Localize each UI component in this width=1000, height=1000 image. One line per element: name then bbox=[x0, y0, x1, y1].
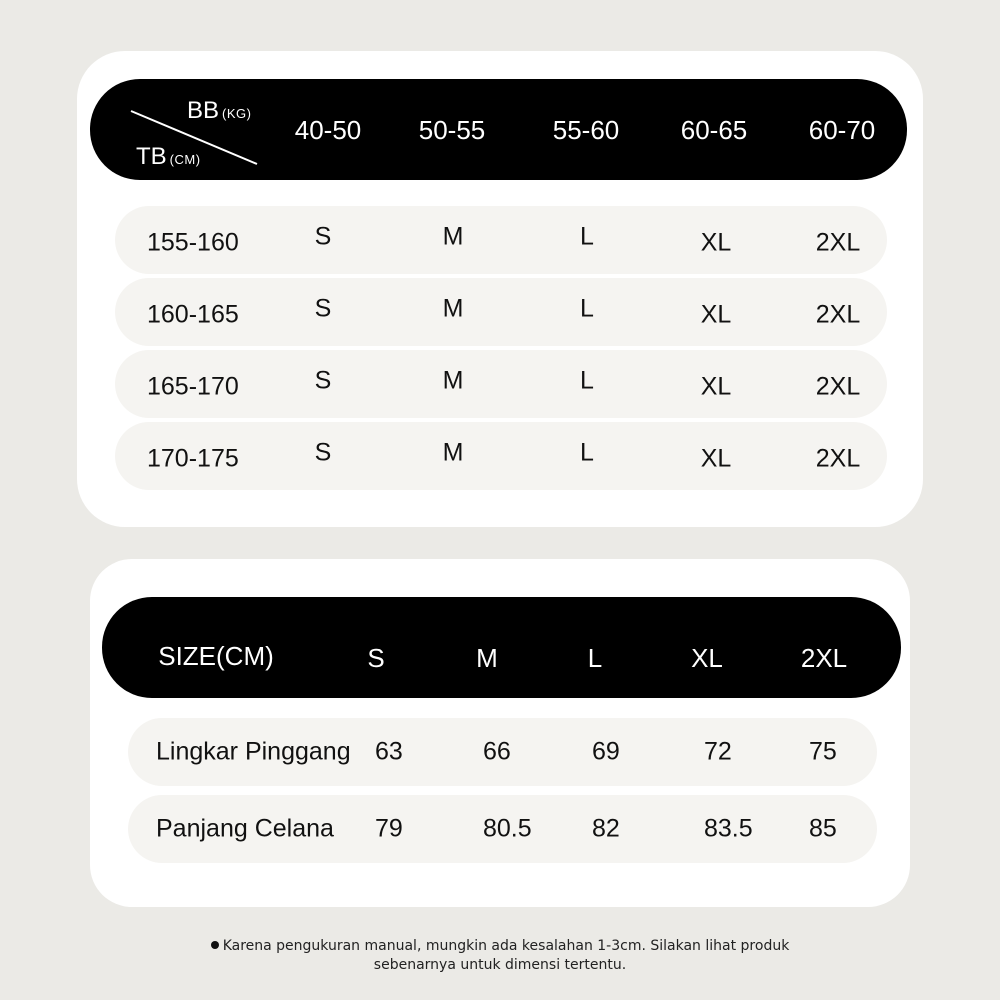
size-cell: XL bbox=[700, 300, 732, 329]
size-cell: L bbox=[580, 294, 594, 323]
size-cell: L bbox=[580, 366, 594, 395]
size-cell: L bbox=[580, 438, 594, 467]
size-cell: L bbox=[580, 222, 594, 251]
size-cell: 2XL bbox=[815, 372, 861, 401]
table-row bbox=[115, 422, 887, 490]
size-cell: 2XL bbox=[815, 300, 861, 329]
measurements-header bbox=[102, 597, 901, 698]
size-cell: M bbox=[442, 222, 464, 251]
measurement-value: 83.5 bbox=[704, 814, 753, 843]
measurement-value: 82 bbox=[592, 814, 620, 843]
size-cell: S bbox=[314, 222, 332, 251]
table-row bbox=[115, 278, 887, 346]
measurements-card bbox=[90, 559, 910, 907]
size-cell: 2XL bbox=[815, 444, 861, 473]
height-axis-label: TB (CM) bbox=[136, 143, 201, 170]
size-cell: S bbox=[314, 294, 332, 323]
footnote-line-1: Karena pengukuran manual, mungkin ada kesalahan 1-3cm. Silakan lihat produk bbox=[0, 937, 1000, 956]
size-cell: M bbox=[442, 366, 464, 395]
size-by-body-header bbox=[90, 79, 907, 180]
bullet-icon bbox=[211, 941, 219, 949]
table-row bbox=[128, 718, 877, 786]
size-by-body-card bbox=[77, 51, 923, 527]
weight-range-header: 60-65 bbox=[680, 115, 748, 145]
size-column-header: S bbox=[367, 643, 385, 673]
table-row bbox=[115, 206, 887, 274]
size-cell: S bbox=[314, 366, 332, 395]
size-column-header: 2XL bbox=[800, 643, 848, 673]
measurement-value: 79 bbox=[375, 814, 403, 843]
weight-range-header: 50-55 bbox=[418, 115, 486, 145]
height-range-cell: 165-170 bbox=[147, 372, 239, 401]
measurement-label: Panjang Celana bbox=[156, 814, 334, 843]
measurement-value: 69 bbox=[592, 737, 620, 766]
height-range-cell: 160-165 bbox=[147, 300, 239, 329]
footnote-line-2: sebenarnya untuk dimensi tertentu. bbox=[373, 957, 627, 973]
size-cell: M bbox=[442, 294, 464, 323]
size-cell: 2XL bbox=[815, 228, 861, 257]
measurement-value: 72 bbox=[704, 737, 732, 766]
footnote bbox=[0, 937, 1000, 975]
table-row bbox=[128, 795, 877, 863]
measurement-value: 80.5 bbox=[483, 814, 532, 843]
table-row bbox=[115, 350, 887, 418]
measurement-value: 75 bbox=[809, 737, 837, 766]
weight-axis-label: BB (KG) bbox=[187, 97, 252, 124]
size-cell: XL bbox=[700, 444, 732, 473]
measurement-value: 66 bbox=[483, 737, 511, 766]
size-column-header: L bbox=[587, 643, 603, 673]
measurement-value: 85 bbox=[809, 814, 837, 843]
measurement-value: 63 bbox=[375, 737, 403, 766]
size-cell: XL bbox=[700, 228, 732, 257]
height-range-cell: 170-175 bbox=[147, 444, 239, 473]
size-column-header: M bbox=[476, 643, 498, 673]
size-cell: S bbox=[314, 438, 332, 467]
height-range-cell: 155-160 bbox=[147, 228, 239, 257]
size-cell: XL bbox=[700, 372, 732, 401]
measurement-label: Lingkar Pinggang bbox=[156, 737, 351, 766]
weight-range-header: 55-60 bbox=[552, 115, 620, 145]
size-column-header: XL bbox=[691, 643, 723, 673]
weight-range-header: 60-70 bbox=[808, 115, 876, 145]
weight-range-header: 40-50 bbox=[294, 115, 362, 145]
size-header-label: SIZE(CM) bbox=[158, 641, 274, 671]
size-cell: M bbox=[442, 438, 464, 467]
